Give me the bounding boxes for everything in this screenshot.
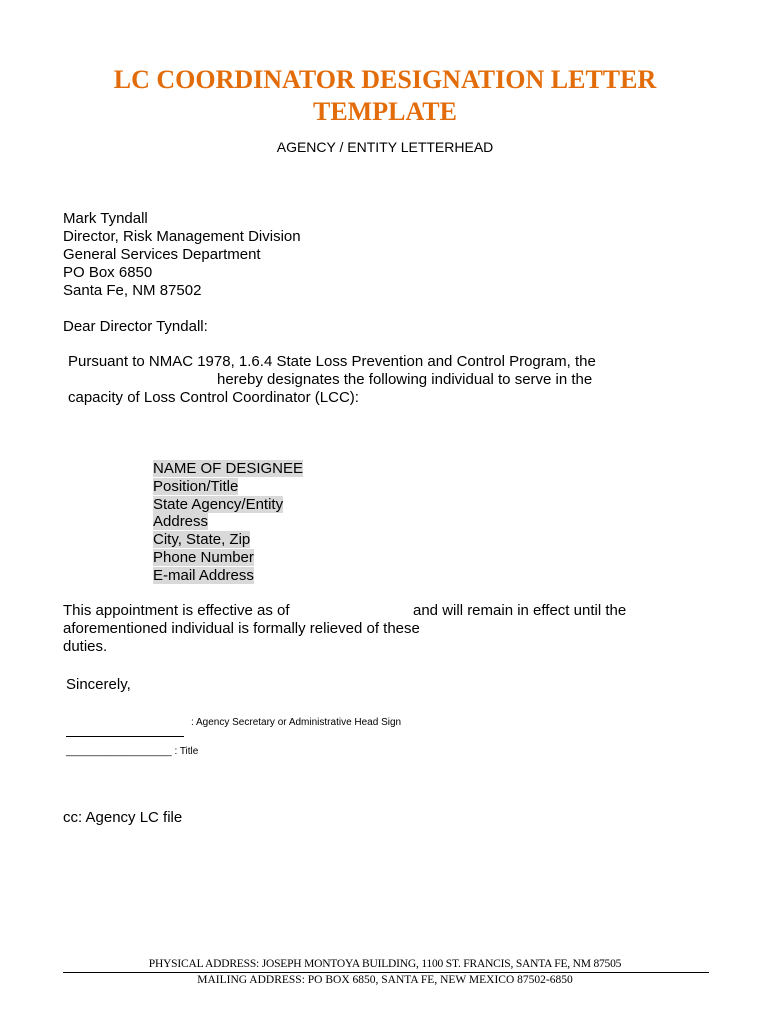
designee-name-field[interactable]: NAME OF DESIGNEE (153, 460, 304, 477)
designee-position-field[interactable]: Position/Title (153, 477, 239, 495)
salutation: Dear Director Tyndall: (63, 318, 208, 335)
footer-divider (63, 972, 709, 973)
designee-city-field[interactable]: City, State, Zip (153, 531, 251, 549)
title-line: ___________________ : Title (66, 746, 199, 757)
closing: Sincerely, (66, 676, 131, 693)
recipient-department: General Services Department (63, 246, 261, 263)
appointment-line-2: aforementioned individual is formally relieved of these (63, 620, 420, 637)
designee-phone-field[interactable]: Phone Number (153, 548, 254, 566)
designee-agency-field[interactable]: State Agency/Entity (153, 495, 284, 513)
body-line-3: capacity of Loss Control Coordinator (LCC): (68, 389, 359, 406)
footer-physical-address: PHYSICAL ADDRESS: JOSEPH MONTOYA BUILDING, 1100 ST. FRANCIS, SANTA FE, NM 87505 (148, 958, 622, 970)
recipient-city: Santa Fe, NM 87502 (63, 282, 202, 299)
appointment-line-1a: This appointment is effective as of (63, 602, 290, 619)
cc-line: cc: Agency LC file (63, 809, 183, 826)
appointment-line-1b: and will remain in effect until the (413, 602, 627, 619)
recipient-po-box: PO Box 6850 (63, 264, 153, 281)
letterhead-placeholder: AGENCY / ENTITY LETTERHEAD (276, 139, 494, 155)
designee-email-field[interactable]: E-mail Address (153, 566, 254, 584)
signature-line[interactable] (66, 736, 184, 737)
designee-block (153, 460, 303, 585)
footer-mailing-address: MAILING ADDRESS: PO BOX 6850, SANTA FE, NEW MEXICO 87502-6850 (197, 974, 573, 986)
appointment-line-3: duties. (63, 638, 108, 655)
signature-label: : Agency Secretary or Administrative Head Sign (191, 717, 402, 728)
recipient-name: Mark Tyndall (63, 210, 148, 227)
document-title: LC COORDINATOR DESIGNATION LETTER (113, 65, 657, 94)
body-line-1: Pursuant to NMAC 1978, 1.6.4 State Loss Prevention and Control Program, the (68, 353, 596, 370)
recipient-address-block (63, 210, 301, 300)
document-title-continued: TEMPLATE (313, 97, 457, 126)
recipient-title: Director, Risk Management Division (63, 228, 301, 245)
body-line-2: hereby designates the following individual to serve in the (217, 371, 593, 388)
designee-address-field[interactable]: Address (153, 513, 209, 531)
